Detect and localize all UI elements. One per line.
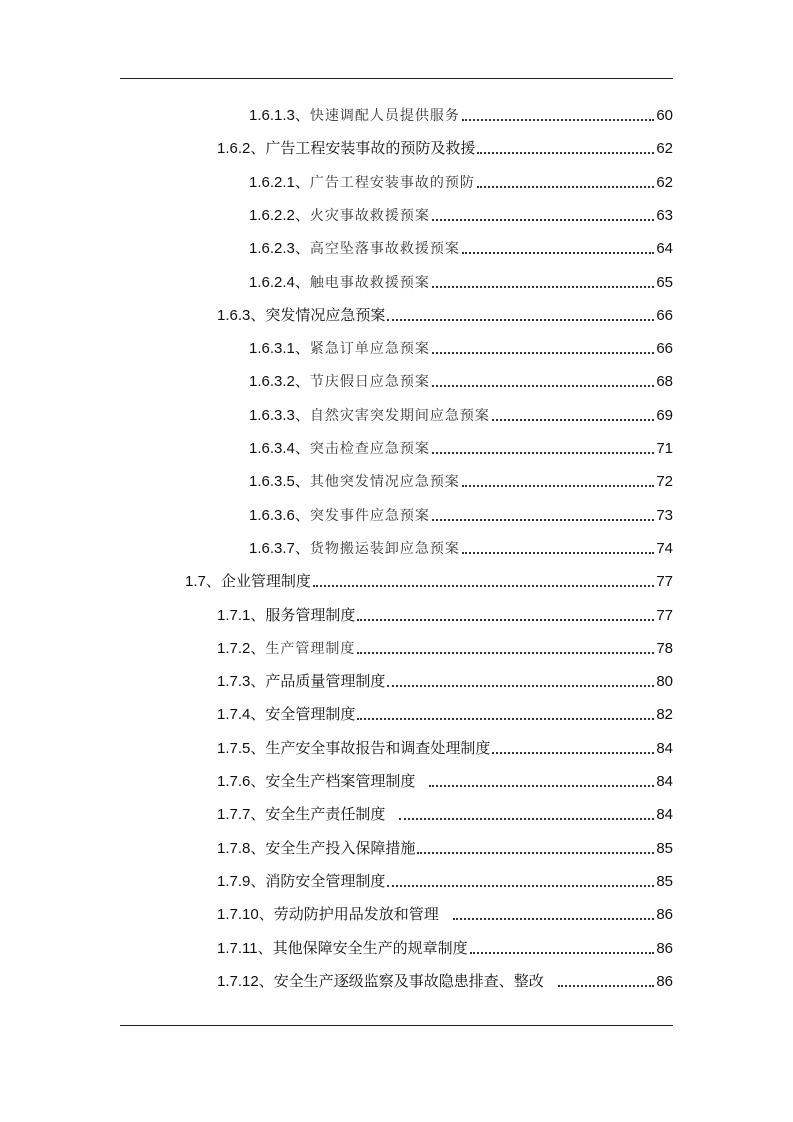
toc-entry-page: 82: [656, 706, 673, 724]
toc-entry-page: 66: [656, 340, 673, 358]
toc-entry-title: 货物搬运装卸应急预案: [309, 540, 460, 557]
toc-entry[interactable]: [249, 267, 673, 293]
toc-dot-leader: [417, 852, 654, 854]
toc-dot-leader: [492, 752, 654, 754]
toc-dot-leader: [432, 219, 654, 221]
toc-entry-number: 1.7.5、: [217, 739, 266, 757]
toc-entry-number: 1.7.1、: [217, 606, 266, 624]
toc-entry-number: 1.6.2、: [217, 140, 266, 158]
toc-entry[interactable]: [217, 733, 673, 759]
toc-dot-leader: [357, 718, 654, 720]
toc-entry-page: 84: [656, 773, 673, 790]
toc-entry-title: 其他突发情况应急预案: [309, 474, 460, 491]
toc-entry[interactable]: [217, 833, 673, 859]
header-rule: [120, 78, 673, 79]
toc-entry[interactable]: [249, 100, 673, 126]
toc-entry-number: 1.6.3.3、: [249, 406, 310, 424]
toc-dot-leader: [357, 652, 654, 654]
toc-entry-number: 1.6.2.3、: [249, 240, 310, 258]
toc-dot-leader: [432, 352, 654, 354]
toc-entry-page: 72: [656, 473, 673, 491]
toc-entry-page: 73: [656, 506, 673, 524]
toc-dot-leader: [399, 818, 654, 820]
toc-entry-number: 1.6.3、: [217, 306, 266, 324]
toc-entry-title: 紧急订单应急预案: [309, 341, 430, 358]
toc-entry-title: 突发情况应急预案: [265, 306, 386, 324]
toc-entry-title: 安全管理制度: [265, 706, 356, 724]
toc-entry-page: 84: [656, 806, 673, 824]
toc-dot-leader: [357, 619, 654, 621]
toc-entry-number: 1.7.12、: [217, 972, 274, 990]
toc-entry[interactable]: [217, 300, 673, 326]
toc-entry-page: 69: [656, 406, 673, 424]
toc-entry[interactable]: [217, 666, 673, 692]
toc-entry-title: 快速调配人员提供服务: [309, 108, 460, 124]
toc-entry[interactable]: [217, 799, 673, 825]
toc-entry-title: 企业管理制度: [220, 573, 311, 591]
toc-entry-page: 62: [656, 173, 673, 191]
toc-entry-number: 1.7.8、: [217, 839, 266, 857]
toc-entry-title: 广告工程安装事故的预防及救援: [265, 140, 476, 158]
toc-entry-number: 1.6.3.6、: [249, 506, 310, 524]
toc-entry[interactable]: [249, 500, 673, 526]
toc-entry[interactable]: [217, 933, 673, 959]
toc-entry-page: 80: [656, 673, 673, 691]
footer-rule: [120, 1025, 673, 1026]
toc-entry[interactable]: [249, 433, 673, 459]
toc-entry[interactable]: [217, 600, 673, 626]
toc-entry-page: 86: [656, 972, 673, 990]
toc-entry-number: 1.6.2.4、: [249, 273, 310, 291]
toc-entry-number: 1.6.3.1、: [249, 340, 310, 358]
toc-dot-leader: [477, 186, 654, 188]
toc-entry[interactable]: [217, 966, 673, 992]
toc-entry-title: 节庆假日应急预案: [309, 374, 430, 391]
toc-dot-leader: [462, 485, 654, 487]
toc-dot-leader: [462, 252, 654, 254]
toc-entry-page: 71: [656, 440, 673, 457]
toc-entry-page: 86: [656, 939, 673, 957]
toc-entry-page: 84: [656, 739, 673, 757]
toc-entry-page: 68: [656, 373, 673, 391]
toc-entry-title: 劳动防护用品发放和管理: [273, 906, 439, 924]
toc-dot-leader: [462, 552, 654, 554]
toc-entry-page: 64: [656, 240, 673, 258]
toc-entry[interactable]: [217, 866, 673, 892]
toc-dot-leader: [432, 286, 654, 288]
toc-entry-number: 1.7.9、: [217, 872, 266, 890]
toc-entry[interactable]: [249, 533, 673, 559]
toc-dot-leader: [387, 885, 654, 887]
toc-entry-page: 60: [656, 107, 673, 124]
toc-entry-number: 1.7.10、: [217, 906, 274, 924]
toc-entry-title: 生产安全事故报告和调查处理制度: [265, 739, 491, 757]
toc-dot-leader: [558, 985, 655, 987]
toc-entry-title: 安全生产投入保障措施: [265, 839, 416, 857]
toc-entry-number: 1.6.3.5、: [249, 473, 310, 491]
toc-dot-leader: [477, 152, 654, 154]
toc-entry[interactable]: [249, 466, 673, 492]
toc-entry-title: 火灾事故救援预案: [309, 207, 430, 224]
toc-entry-number: 1.7、: [185, 573, 221, 591]
toc-entry-page: 74: [656, 539, 673, 557]
toc-entry-page: 78: [656, 639, 673, 657]
toc-dot-leader: [313, 585, 654, 587]
toc-entry[interactable]: [249, 400, 673, 426]
toc-entry-number: 1.7.11、: [217, 939, 273, 957]
toc-entry-title: 生产管理制度: [265, 640, 356, 657]
toc-entry-page: 63: [656, 206, 673, 224]
toc-entry-title: 安全生产责任制度: [265, 806, 386, 824]
toc-entry[interactable]: [217, 766, 673, 792]
toc-dot-leader: [387, 319, 654, 321]
toc-entry[interactable]: [249, 366, 673, 392]
toc-entry-title: 高空坠落事故救援预案: [309, 241, 460, 258]
toc-dot-leader: [429, 785, 654, 787]
toc-entry-number: 1.6.1.3、: [249, 107, 310, 124]
toc-entry-number: 1.7.7、: [217, 806, 266, 824]
toc-entry[interactable]: [185, 566, 673, 592]
toc-dot-leader: [432, 519, 654, 521]
toc-dot-leader: [453, 918, 655, 920]
toc-entry-number: 1.7.6、: [217, 773, 266, 790]
toc-entry-page: 77: [656, 606, 673, 624]
toc-entry-title: 其他保障安全生产的规章制度: [272, 939, 468, 957]
toc-entry[interactable]: [217, 899, 673, 925]
toc-entry-title: 服务管理制度: [265, 606, 356, 624]
toc-entry-page: 85: [656, 872, 673, 890]
toc-dot-leader: [387, 685, 654, 687]
toc-entry-number: 1.6.2.1、: [249, 173, 310, 191]
toc-entry-number: 1.6.3.7、: [249, 539, 310, 557]
toc-entry-page: 66: [656, 306, 673, 324]
toc-entry-number: 1.7.3、: [217, 673, 266, 691]
toc-entry-number: 1.7.2、: [217, 639, 266, 657]
toc-entry-page: 65: [656, 273, 673, 291]
toc-entry[interactable]: [217, 133, 673, 159]
toc-entry-number: 1.6.3.4、: [249, 440, 310, 457]
toc-entry-title: 广告工程安装事故的预防: [309, 174, 475, 191]
toc-entry-number: 1.6.3.2、: [249, 373, 310, 391]
toc-dot-leader: [492, 419, 654, 421]
toc-entry-page: 62: [656, 140, 673, 158]
toc-entry-title: 消防安全管理制度: [265, 872, 386, 890]
toc-entry-title: 自然灾害突发期间应急预案: [309, 407, 490, 424]
toc-dot-leader: [432, 452, 654, 454]
toc-entry-title: 安全生产档案管理制度: [265, 773, 416, 790]
toc-dot-leader: [470, 952, 655, 954]
toc-entry-number: 1.6.2.2、: [249, 206, 310, 224]
toc-dot-leader: [462, 119, 654, 121]
toc-entry[interactable]: [249, 167, 673, 193]
toc-dot-leader: [432, 385, 654, 387]
toc-entry-title: 突击检查应急预案: [309, 441, 430, 457]
toc-entry-title: 产品质量管理制度: [265, 673, 386, 691]
toc-entry[interactable]: [249, 333, 673, 359]
toc-entry-title: 触电事故救援预案: [309, 274, 430, 291]
toc-entry-title: 安全生产逐级监察及事故隐患排查、整改: [273, 972, 544, 990]
toc-entry-page: 85: [656, 839, 673, 857]
toc-entry-title: 突发事件应急预案: [309, 507, 430, 524]
toc-entry[interactable]: [217, 699, 673, 725]
toc-entry-page: 77: [656, 573, 673, 591]
toc-entry[interactable]: [217, 633, 673, 659]
toc-entry-page: 86: [656, 906, 673, 924]
toc-entry-number: 1.7.4、: [217, 706, 266, 724]
toc-entry[interactable]: [249, 200, 673, 226]
toc-entry[interactable]: [249, 233, 673, 259]
